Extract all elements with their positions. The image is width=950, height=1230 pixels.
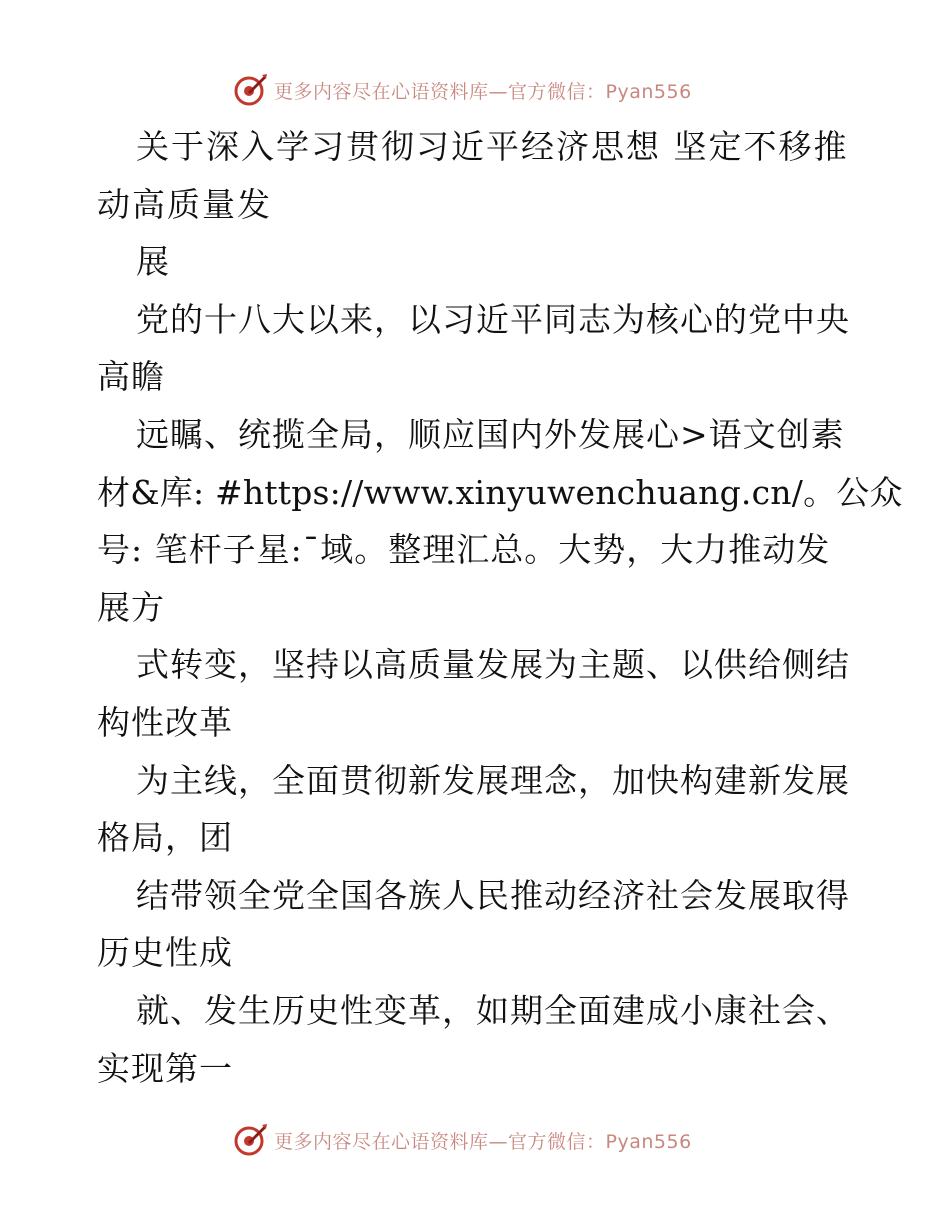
quill-pen-circle-icon xyxy=(234,73,268,107)
paragraph-line: 格局，团 xyxy=(97,818,233,858)
title-line-2: 动高质量发 xyxy=(97,184,272,224)
title-line-3: 展 xyxy=(136,242,171,282)
paragraph-line: 远瞩、统揽全局，顺应国内外发展心>语文创素 xyxy=(136,414,845,454)
paragraph-line: 党的十八大以来，以习近平同志为核心的党中央 xyxy=(136,299,850,339)
title-line-1: 关于深入学习贯彻习近平经济思想 坚定不移推 xyxy=(136,127,849,166)
paragraph-line: 高瞻 xyxy=(97,357,165,397)
paragraph-line: 历史性成 xyxy=(97,933,233,973)
paragraph-line: 就、发生历史性变革，如期全面建成小康社会、 xyxy=(136,990,850,1030)
footer-banner xyxy=(234,1122,692,1158)
footer-text: 更多内容尽在心语资料库—官方微信：Pyan556 xyxy=(274,1130,692,1153)
paragraph-line: 式转变，坚持以高质量发展为主题、以供给侧结 xyxy=(136,645,850,685)
paragraph-line: 号: 笔杆子星:¯域。整理汇总。大势，大力推动发 xyxy=(97,530,831,570)
paragraph-line: 实现第一 xyxy=(97,1048,233,1088)
paragraph-line: 展方 xyxy=(97,587,165,627)
document-body xyxy=(0,118,950,1097)
paragraph-line: 构性改革 xyxy=(97,702,233,742)
header-banner xyxy=(234,72,692,108)
paragraph-line: 结带领全党全国各族人民推动经济社会发展取得 xyxy=(136,875,850,915)
quill-pen-circle-icon xyxy=(234,1123,268,1157)
paragraph-line: 为主线，全面贯彻新发展理念，加快构建新发展 xyxy=(136,760,850,800)
paragraph-line: 材&库: #https://www.xinyuwenchuang.cn/。公众 xyxy=(97,472,903,512)
header-text: 更多内容尽在心语资料库—官方微信：Pyan556 xyxy=(274,80,692,103)
